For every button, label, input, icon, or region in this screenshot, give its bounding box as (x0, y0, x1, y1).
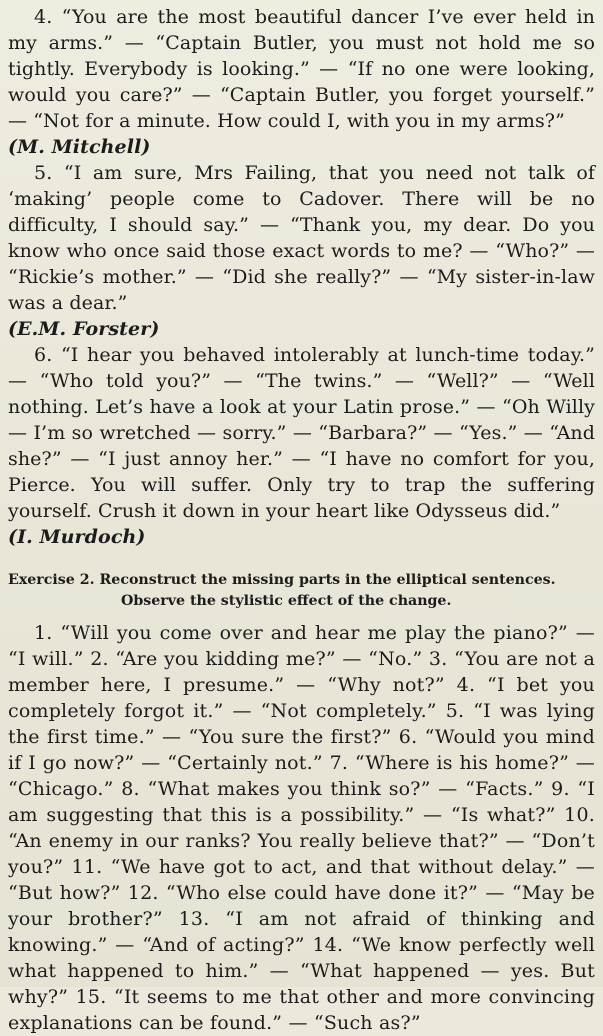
paragraph-number: 6. (34, 344, 53, 366)
paragraph-6 (8, 342, 595, 550)
exercise-heading (8, 570, 595, 612)
paragraph-text: “You are the most beautiful dancer I’ve ever held in my arms.” — “Captain Butler, you must not hold me so tightly. Everybody is looking.” — “If no one were looking, would you care?” — “Captain Butler, you forget yourself.” — “Not for a minute. How could I, with you in my arms?” (8, 6, 596, 132)
paragraph-4 (8, 4, 595, 160)
exercise-instruction: Observe the stylistic effect of the change. (121, 593, 452, 609)
paragraph-number: 4. (34, 6, 53, 28)
paragraph-text: “I hear you behaved intolerably at lunch-time today.” — “Who told you?” — “The twins.” — “Well?” — “Well nothing. Let’s have a look at your Latin prose.” — “Oh Willy — I’m so wretched — sorry.” — “Barbara?” — “Yes.” — “And she?” — “I just annoy her.” — “I have no comfort for you, Pierce. You will suffer. Only try to trap the suffering yourself. Crush it down in your heart like Odysseus did.” (8, 344, 595, 522)
exercise-2 (8, 570, 595, 1036)
section-dialogue-examples (8, 4, 595, 550)
author-citation: (M. Mitchell) (8, 136, 151, 158)
paragraph-5 (8, 160, 595, 342)
exercise-text: 1. “Will you come over and hear me play the piano?” — “I will.” 2. “Are you kidding me?” — “No.” 3. “You are not a member here, I presume.” — “Why not?” 4. “I bet you completely forgot it.” — “Not completely.” 5. “I was lying the first time.” — “You sure the first?” 6. “Would you mind if I go now?” — “Certainly not.” 7. “Where is his home?” — “Chicago.” 8. “What makes you think so?” — “Facts.” 9. “I am suggesting that this is a possibility.” — “Is what?” 10. “An enemy in our ranks? You really believe that?” — “Don’t you?” 11. “We have got to act, and that without delay.” — “But how?” 12. “Who else could have done it?” — “May be your brother?” 13. “I am not afraid of thinking and knowing.” — “And of acting?” 14. “We know perfectly well what happened to him.” — “What happened — yes. But why?” 15. “It seems to me that other and more convincing explanations can be found.” — “Such as?” (8, 622, 595, 1034)
paragraph-text: “I am sure, Mrs Failing, that you need not talk of ‘making’ people come to Cadover. There will be no difficulty, I should say.” — “Thank you, my dear. Do you know who once said those exact words to me? — “Who?” — “Rickie’s mother.” — “Did she really?” — “My sister-in-law was a dear.” (8, 162, 595, 314)
exercise-title: Exercise 2. Reconstruct the missing parts in the elliptical sentences. (8, 572, 556, 588)
paragraph-number: 5. (34, 162, 53, 184)
exercise-body (8, 620, 595, 1036)
author-citation: (I. Murdoch) (8, 526, 146, 548)
author-citation: (E.M. Forster) (8, 318, 160, 340)
